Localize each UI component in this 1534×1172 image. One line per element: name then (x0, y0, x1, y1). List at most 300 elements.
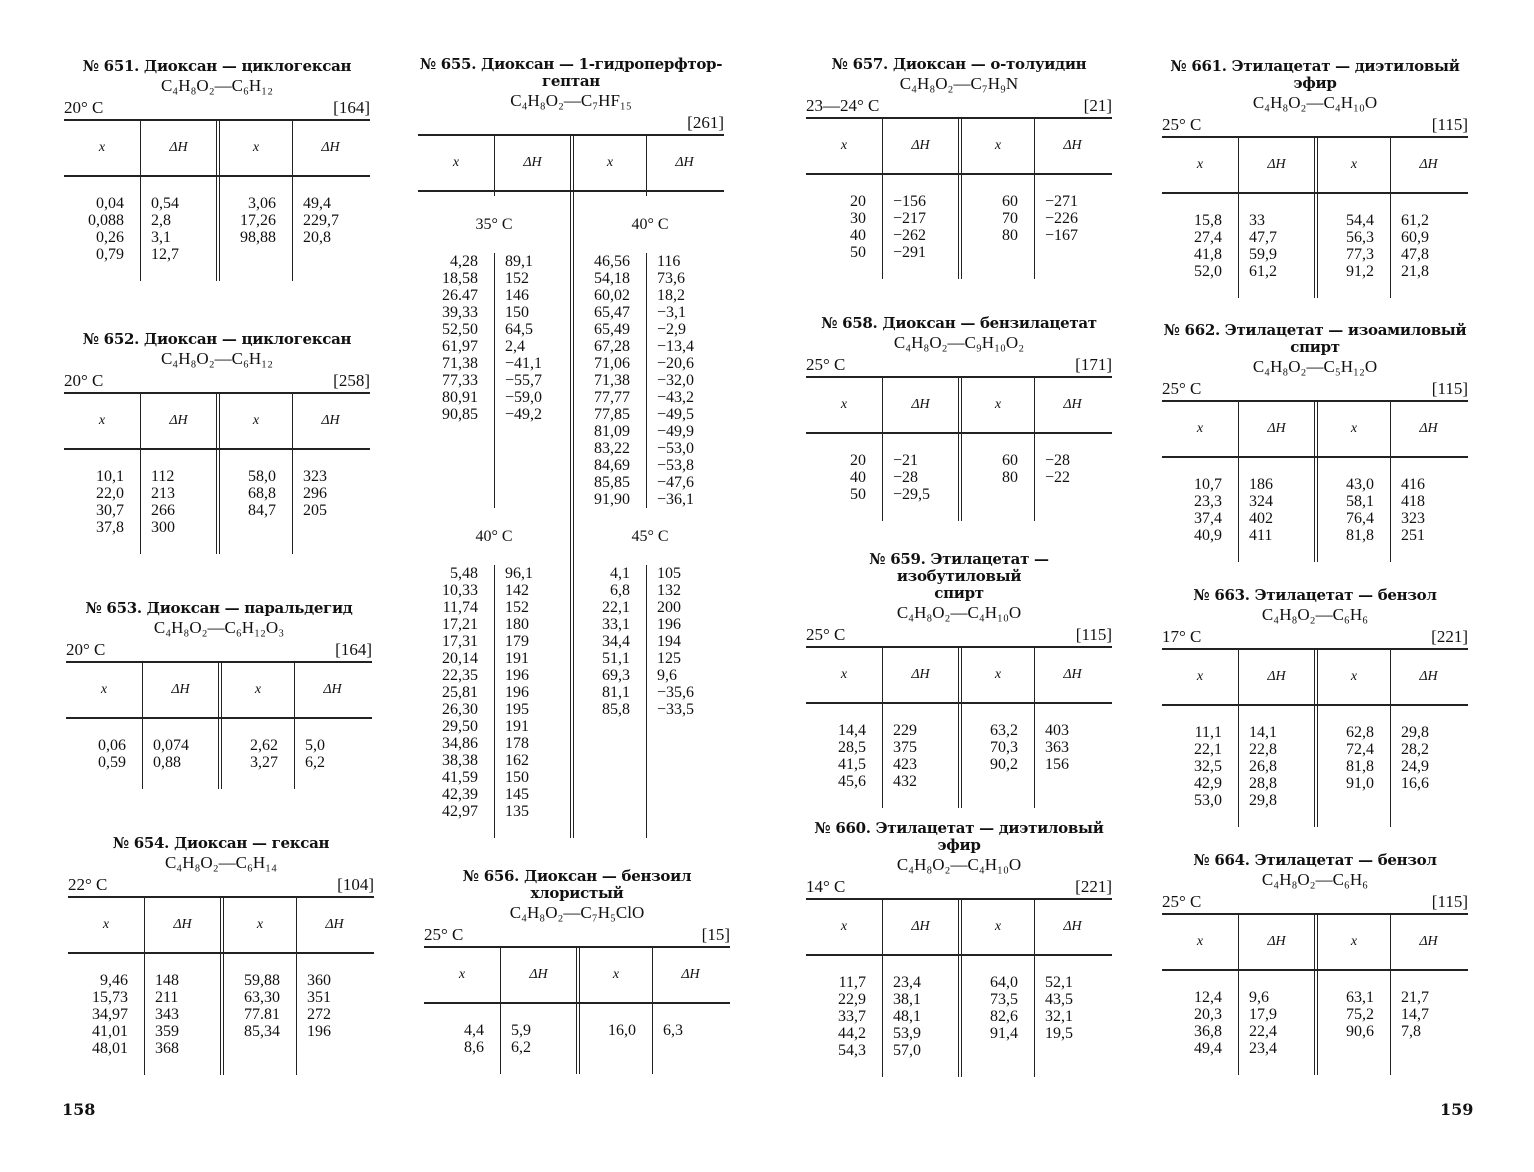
table-655 (418, 56, 724, 838)
cell-dh: 211 (155, 989, 179, 1006)
x-column (1162, 706, 1238, 827)
formula: C₄H₈O₂—C₇HF₁₅ (510, 91, 632, 110)
header-dh: ΔH (1390, 915, 1466, 969)
cell-x: 20,14 (442, 650, 478, 667)
cell-dh: 6,3 (663, 1022, 683, 1039)
header-x: x (100, 682, 108, 697)
cell-x: 40 (850, 469, 866, 486)
formula: C₄H₈O₂—C₄H₁₀O (1252, 93, 1378, 112)
cell-x: 63,30 (244, 989, 280, 1006)
table-653 (66, 600, 372, 789)
cell-x: 22,0 (96, 485, 124, 502)
temp-ref-row (1162, 378, 1468, 400)
cell-dh: −49,5 (657, 406, 695, 423)
dh-column (882, 434, 958, 521)
cell-dh: −59,0 (505, 389, 543, 406)
temperature: 25° C (1162, 115, 1202, 134)
cell-x: 0,26 (96, 229, 124, 246)
cell-dh: 64,5 (505, 321, 533, 338)
cell-dh: 146 (505, 287, 529, 304)
section-temperature: 40° C (418, 508, 570, 565)
cell-x: 40,9 (1194, 527, 1222, 544)
cell-x: 43,0 (1346, 476, 1374, 493)
table-body (806, 704, 1112, 808)
header-dh: ΔH (494, 136, 570, 190)
section-temperature: 35° C (418, 196, 570, 253)
x-column (64, 450, 140, 554)
cell-x: 36,8 (1194, 1023, 1222, 1040)
cell-dh: 196 (307, 1023, 331, 1040)
cell-x: 34,97 (92, 1006, 128, 1023)
x-column (1162, 194, 1238, 298)
table-title: № 662. Этилацетат — изоамиловый (1163, 321, 1467, 339)
temp-ref-row (806, 624, 1112, 646)
cell-x: 77.81 (244, 1006, 280, 1023)
cell-x: 46,56 (594, 253, 630, 270)
x-column (958, 175, 1034, 279)
cell-x: 42,39 (442, 786, 478, 803)
cell-x: 9,46 (100, 972, 128, 989)
cell-x: 0,79 (96, 246, 124, 263)
cell-x: 80 (1002, 469, 1018, 486)
temp-ref-row (64, 97, 370, 119)
cell-x: 34,86 (442, 735, 478, 752)
temp-ref-row (424, 924, 730, 946)
cell-x: 30 (850, 210, 866, 227)
cell-dh: 2,4 (505, 338, 525, 355)
cell-dh: 229 (893, 722, 917, 739)
x-column (1162, 971, 1238, 1075)
cell-x: 81,1 (602, 684, 630, 701)
cell-dh: 194 (657, 633, 681, 650)
header-x: x (840, 667, 848, 682)
cell-x: 53,0 (1194, 792, 1222, 809)
cell-x: 23,3 (1194, 493, 1222, 510)
cell-x: 20,3 (1194, 1006, 1222, 1023)
temperature: 22° C (68, 875, 108, 894)
cell-dh: 418 (1401, 493, 1425, 510)
cell-dh: 17,9 (1249, 1006, 1277, 1023)
cell-x: 63,2 (990, 722, 1018, 739)
cell-x: 26,30 (442, 701, 478, 718)
cell-dh: 343 (155, 1006, 179, 1023)
cell-x: 37,4 (1194, 510, 1222, 527)
cell-dh: 150 (505, 769, 529, 786)
formula: C₄H₈O₂—C₇H₅ClO (509, 903, 645, 922)
dh-column (1238, 194, 1314, 298)
cell-x: 6,8 (610, 582, 630, 599)
cell-x: 91,4 (990, 1025, 1018, 1042)
page-number-right: 159 (1440, 1100, 1474, 1119)
x-column (958, 956, 1034, 1077)
temperature: 25° C (806, 625, 846, 644)
reference: [258] (333, 371, 370, 390)
cell-dh: 323 (303, 468, 327, 485)
cell-dh: −49,2 (505, 406, 543, 423)
cell-dh: −22 (1045, 469, 1071, 486)
cell-dh: 162 (505, 752, 529, 769)
cell-x: 76,4 (1346, 510, 1374, 527)
cell-dh: 9,6 (1249, 989, 1269, 1006)
header-row (424, 948, 730, 1002)
cell-x: 25,81 (442, 684, 478, 701)
cell-x: 22,1 (1194, 741, 1222, 758)
cell-dh: −53,0 (657, 440, 695, 457)
x-column (1314, 458, 1390, 562)
cell-dh: −53,8 (657, 457, 695, 474)
x-column (64, 177, 140, 281)
dh-column (140, 177, 216, 281)
cell-x: 52,0 (1194, 263, 1222, 280)
cell-x: 38,38 (442, 752, 478, 769)
cell-x: 67,28 (594, 338, 630, 355)
header-dh: ΔH (292, 394, 368, 448)
header-x: x (1196, 669, 1204, 684)
table-663 (1162, 587, 1468, 827)
cell-x: 77,33 (442, 372, 478, 389)
cell-dh: 6,2 (305, 754, 325, 771)
table-body (1162, 971, 1468, 1075)
cell-dh: −35,6 (657, 684, 695, 701)
cell-x: 56,3 (1346, 229, 1374, 246)
cell-x: 82,6 (990, 1008, 1018, 1025)
header-x: x (220, 898, 296, 952)
cell-x: 73,5 (990, 991, 1018, 1008)
table-body (806, 434, 1112, 521)
table-title: эфир (1293, 74, 1337, 92)
dh-column (1238, 706, 1314, 827)
header-x: x (452, 155, 460, 170)
cell-dh: 33 (1249, 212, 1265, 229)
table-title: № 657. Диоксан — о-толуидин (831, 55, 1087, 73)
cell-dh: 416 (1401, 476, 1425, 493)
header-x: x (1314, 650, 1390, 704)
cell-x: 71,38 (442, 355, 478, 372)
cell-x: 65,49 (594, 321, 630, 338)
cell-x: 75,2 (1346, 1006, 1374, 1023)
cell-dh: 156 (1045, 756, 1069, 773)
dh-column (882, 175, 958, 279)
header-dh: ΔH (1238, 650, 1314, 704)
header-x: x (840, 919, 848, 934)
table-body (1162, 194, 1468, 298)
table-title: № 656. Диоксан — бензоил хлористый (462, 867, 692, 902)
dh-column (1390, 706, 1466, 827)
cell-dh: 142 (505, 582, 529, 599)
cell-dh: 152 (505, 599, 529, 616)
cell-dh: 28,2 (1401, 741, 1429, 758)
cell-x: 32,5 (1194, 758, 1222, 775)
x-column (218, 719, 294, 789)
temp-ref-row (1162, 891, 1468, 913)
header-x: x (216, 394, 292, 448)
cell-x: 20 (850, 452, 866, 469)
x-column (220, 954, 296, 1075)
header-dh: ΔH (882, 648, 958, 702)
header-x: x (840, 397, 848, 412)
dh-column (140, 450, 216, 554)
header-dh: ΔH (144, 898, 220, 952)
cell-x: 2,62 (250, 737, 278, 754)
reference: [115] (1431, 115, 1468, 134)
cell-x: 17,21 (442, 616, 478, 633)
cell-dh: 18,2 (657, 287, 685, 304)
cell-dh: −28 (1045, 452, 1071, 469)
cell-x: 50 (850, 244, 866, 261)
x-column (1314, 706, 1390, 827)
cell-dh: 403 (1045, 722, 1069, 739)
reference: [164] (335, 640, 372, 659)
cell-dh: −47,6 (657, 474, 695, 491)
cell-dh: 23,4 (893, 974, 921, 991)
cell-x: 28,5 (838, 739, 866, 756)
cell-dh: 125 (657, 650, 681, 667)
x-column (576, 1004, 652, 1074)
header-dh: ΔH (140, 394, 216, 448)
cell-x: 90,85 (442, 406, 478, 423)
cell-x: 41,01 (92, 1023, 128, 1040)
cell-x: 83,22 (594, 440, 630, 457)
cell-dh: 14,7 (1401, 1006, 1429, 1023)
cell-x: 52,50 (442, 321, 478, 338)
cell-dh: 323 (1401, 510, 1425, 527)
cell-dh: 135 (505, 803, 529, 820)
cell-dh: −167 (1045, 227, 1079, 244)
header-x: x (458, 967, 466, 982)
cell-dh: 96,1 (505, 565, 533, 582)
cell-x: 4,28 (450, 253, 478, 270)
cell-x: 80,91 (442, 389, 478, 406)
header-x: x (1314, 915, 1390, 969)
cell-x: 42,9 (1194, 775, 1222, 792)
cell-dh: 191 (505, 718, 529, 735)
table-660 (806, 820, 1112, 1077)
table-662 (1162, 322, 1468, 562)
cell-x: 27,4 (1194, 229, 1222, 246)
cell-x: 85,85 (594, 474, 630, 491)
header-dh: ΔH (292, 121, 368, 175)
header-x: x (840, 138, 848, 153)
cell-x: 84,69 (594, 457, 630, 474)
cell-dh: 26,8 (1249, 758, 1277, 775)
cell-dh: 213 (151, 485, 175, 502)
cell-x: 22,35 (442, 667, 478, 684)
cell-dh: 28,8 (1249, 775, 1277, 792)
cell-dh: −43,2 (657, 389, 695, 406)
table-title: гептан (542, 72, 600, 90)
formula: C₄H₈O₂—C₇H₉N (899, 74, 1019, 93)
cell-dh: 49,4 (303, 195, 331, 212)
table-body (64, 177, 370, 281)
header-row (1162, 138, 1468, 192)
table-title: № 661. Этилацетат — диэтиловый (1170, 57, 1460, 75)
table-title: спирт (934, 584, 984, 602)
cell-x: 49,4 (1194, 1040, 1222, 1057)
formula: C₄H₈O₂—C₆H₁₂ (160, 76, 274, 95)
cell-dh: 363 (1045, 739, 1069, 756)
cell-x: 68,8 (248, 485, 276, 502)
cell-dh: 59,9 (1249, 246, 1277, 263)
cell-dh: 21,7 (1401, 989, 1429, 1006)
cell-dh: 178 (505, 735, 529, 752)
cell-dh: −36,1 (657, 491, 695, 508)
cell-dh: 89,1 (505, 253, 533, 270)
cell-dh: −28 (893, 469, 919, 486)
table-body (1162, 706, 1468, 827)
table-656 (424, 868, 730, 1074)
cell-x: 16,0 (608, 1022, 636, 1039)
cell-dh: 229,7 (303, 212, 339, 229)
formula: C₄H₈O₂—C₆H₁₄ (164, 853, 278, 872)
cell-dh: 205 (303, 502, 327, 519)
table-title: № 655. Диоксан — 1-гидроперфтор- (419, 55, 723, 73)
cell-x: 15,8 (1194, 212, 1222, 229)
cell-x: 90,2 (990, 756, 1018, 773)
dh-column (292, 450, 368, 554)
cell-x: 60,02 (594, 287, 630, 304)
cell-dh: 351 (307, 989, 331, 1006)
cell-dh: 105 (657, 565, 681, 582)
header-x: x (1196, 934, 1204, 949)
temp-ref-row (806, 95, 1112, 117)
header-dh: ΔH (294, 663, 370, 717)
header-x: x (576, 948, 652, 1002)
header-row (64, 121, 370, 175)
cell-x: 39,33 (442, 304, 478, 321)
cell-dh: 5,0 (305, 737, 325, 754)
cell-dh: 16,6 (1401, 775, 1429, 792)
cell-x: 69,3 (602, 667, 630, 684)
cell-dh: 360 (307, 972, 331, 989)
temp-ref-row (68, 874, 374, 896)
header-x: x (216, 121, 292, 175)
cell-dh: 47,8 (1401, 246, 1429, 263)
x-column (806, 956, 882, 1077)
temperature: 25° C (806, 355, 846, 374)
cell-dh: 432 (893, 773, 917, 790)
cell-dh: −29,5 (893, 486, 931, 503)
dh-column (294, 719, 370, 789)
cell-x: 11,7 (838, 974, 866, 991)
cell-x: 14,4 (838, 722, 866, 739)
cell-dh: 145 (505, 786, 529, 803)
cell-x: 71,38 (594, 372, 630, 389)
cell-dh: 32,1 (1045, 1008, 1073, 1025)
cell-dh: 61,2 (1401, 212, 1429, 229)
dh-column (652, 1004, 728, 1074)
header-dh: ΔH (1034, 900, 1110, 954)
header-dh: ΔH (882, 378, 958, 432)
cell-x: 85,8 (602, 701, 630, 718)
cell-x: 45,6 (838, 773, 866, 790)
header-dh: ΔH (1390, 138, 1466, 192)
header-dh: ΔH (1034, 119, 1110, 173)
header-row (64, 394, 370, 448)
reference: [15] (701, 925, 730, 944)
cell-dh: 3,1 (151, 229, 171, 246)
cell-dh: 9,6 (657, 667, 677, 684)
cell-x: 51,1 (602, 650, 630, 667)
cell-dh: 196 (657, 616, 681, 633)
dh-column (144, 954, 220, 1075)
cell-dh: 300 (151, 519, 175, 536)
cell-x: 0,088 (88, 212, 124, 229)
temperature: 14° C (806, 877, 846, 896)
dh-column (500, 1004, 576, 1074)
cell-dh: 132 (657, 582, 681, 599)
cell-x: 0,06 (98, 737, 126, 754)
reference: [171] (1075, 355, 1112, 374)
table-title: № 652. Диоксан — циклогексан (82, 330, 352, 348)
cell-x: 18,58 (442, 270, 478, 287)
cell-x: 72,4 (1346, 741, 1374, 758)
temperature: 17° C (1162, 627, 1202, 646)
header-x: x (218, 663, 294, 717)
page-number-left: 158 (62, 1100, 96, 1119)
dh-column (1390, 194, 1466, 298)
cell-dh: 7,8 (1401, 1023, 1421, 1040)
cell-dh: 22,4 (1249, 1023, 1277, 1040)
temp-ref-row (1162, 626, 1468, 648)
cell-dh: 57,0 (893, 1042, 921, 1059)
cell-dh: 150 (505, 304, 529, 321)
reference: [21] (1083, 96, 1112, 115)
dh-column (882, 704, 958, 808)
cell-x: 91,2 (1346, 263, 1374, 280)
cell-dh: 195 (505, 701, 529, 718)
header-row (68, 898, 374, 952)
cell-dh: 43,5 (1045, 991, 1073, 1008)
cell-x: 11,74 (442, 599, 478, 616)
header-dh: ΔH (646, 136, 722, 190)
formula: C₄H₈O₂—C₄H₁₀O (896, 855, 1022, 874)
cell-x: 3,06 (248, 195, 276, 212)
cell-dh: −20,6 (657, 355, 695, 372)
header-x: x (1314, 138, 1390, 192)
table-body (806, 956, 1112, 1077)
cell-x: 91,0 (1346, 775, 1374, 792)
cell-dh: −33,5 (657, 701, 695, 718)
table-title: № 660. Этилацетат — диэтиловый (814, 819, 1104, 837)
table-title: № 653. Диоксан — паральдегид (85, 599, 353, 617)
cell-dh: −32,0 (657, 372, 695, 389)
cell-dh: 375 (893, 739, 917, 756)
cell-dh: 47,7 (1249, 229, 1277, 246)
cell-x: 0,59 (98, 754, 126, 771)
table-651 (64, 58, 370, 281)
cell-x: 85,34 (244, 1023, 280, 1040)
cell-x: 30,7 (96, 502, 124, 519)
header-row (806, 900, 1112, 954)
reference: [261] (687, 113, 724, 132)
reference: [164] (333, 98, 370, 117)
cell-x: 98,88 (240, 229, 276, 246)
section-temperature: 45° C (574, 508, 726, 565)
table-654 (68, 835, 374, 1075)
cell-dh: −271 (1045, 193, 1079, 210)
cell-dh: 272 (307, 1006, 331, 1023)
header-row (1162, 650, 1468, 704)
cell-dh: 180 (505, 616, 529, 633)
cell-dh: −55,7 (505, 372, 543, 389)
cell-dh: 148 (155, 972, 179, 989)
cell-x: 64,0 (990, 974, 1018, 991)
header-row (1162, 915, 1468, 969)
cell-dh: 196 (505, 684, 529, 701)
cell-dh: 5,9 (511, 1022, 531, 1039)
dh-column (1390, 458, 1466, 562)
header-dh: ΔH (1034, 378, 1110, 432)
